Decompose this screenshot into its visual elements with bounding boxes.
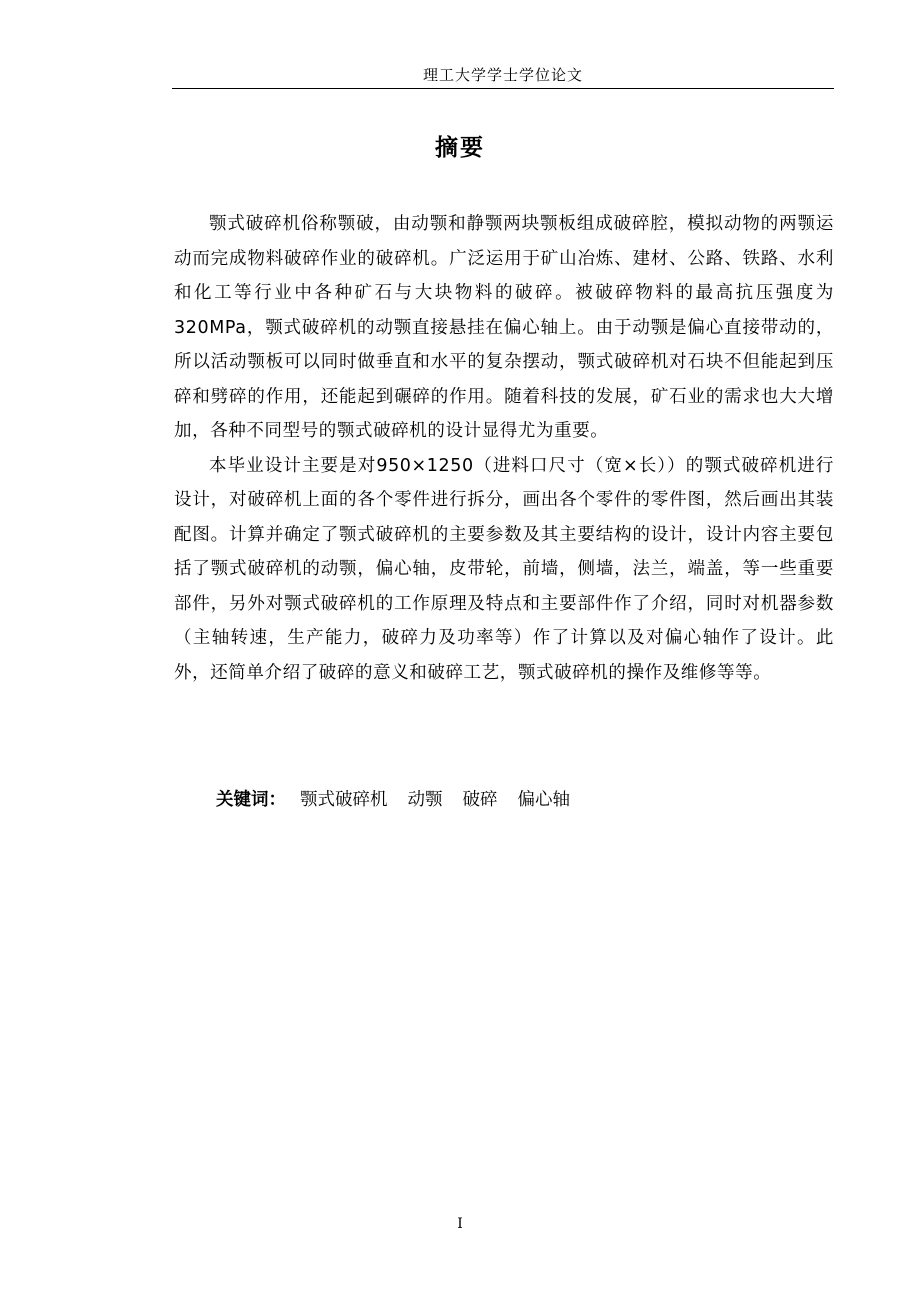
keyword: 破碎 [462, 790, 498, 810]
abstract-paragraph: 颚式破碎机俗称颚破，由动颚和静颚两块颚板组成破碎腔，模拟动物的两颚运动而完成物料破碎作业的破碎机。广泛运用于矿山冶炼、建材、公路、铁路、水利和化工等行业中各种矿石与大块物料的破碎。被破碎物料的最高抗压强度为320MPa，颚式破碎机的动颚直接悬挂在偏心轴上。由于动颚是偏心直接带动的，所以活动颚板可以同时做垂直和水平的复杂摆动，颚式破碎机对石块不但能起到压碎和劈碎的作用，还能起到碾碎的作用。随着科技的发展，矿石业的需求也大大增加，各种不同型号的颚式破碎机的设计显得尤为重要。 [174, 214, 834, 441]
page-number: I [457, 1216, 463, 1232]
keyword: 颚式破碎机 [300, 790, 388, 810]
keyword: 动颚 [407, 790, 443, 810]
abstract-body [174, 207, 834, 690]
page-title: 摘要 [435, 135, 485, 161]
header-title: 理工大学学士学位论文 [422, 66, 583, 84]
keywords-line [216, 785, 570, 815]
page-header [172, 64, 834, 89]
keyword: 偏心轴 [517, 790, 570, 810]
abstract-paragraph: 本毕业设计主要是对950×1250（进料口尺寸（宽×长））的颚式破碎机进行设计，对破碎机上面的各个零件进行拆分，画出各个零件的零件图，然后画出其装配图。计算并确定了颚式破碎机的主要参数及其主要结构的设计，设计内容主要包括了颚式破碎机的动颚，偏心轴，皮带轮，前墙，侧墙，法兰，端盖，等一些重要部件，另外对颚式破碎机的工作原理及特点和主要部件作了介绍，同时对机器参数（主轴转速，生产能力，破碎力及功率等）作了计算以及对偏心轴作了设计。此外，还简单介绍了破碎的意义和破碎工艺，颚式破碎机的操作及维修等等。 [174, 455, 834, 683]
keywords-label: 关键词： [216, 790, 286, 810]
